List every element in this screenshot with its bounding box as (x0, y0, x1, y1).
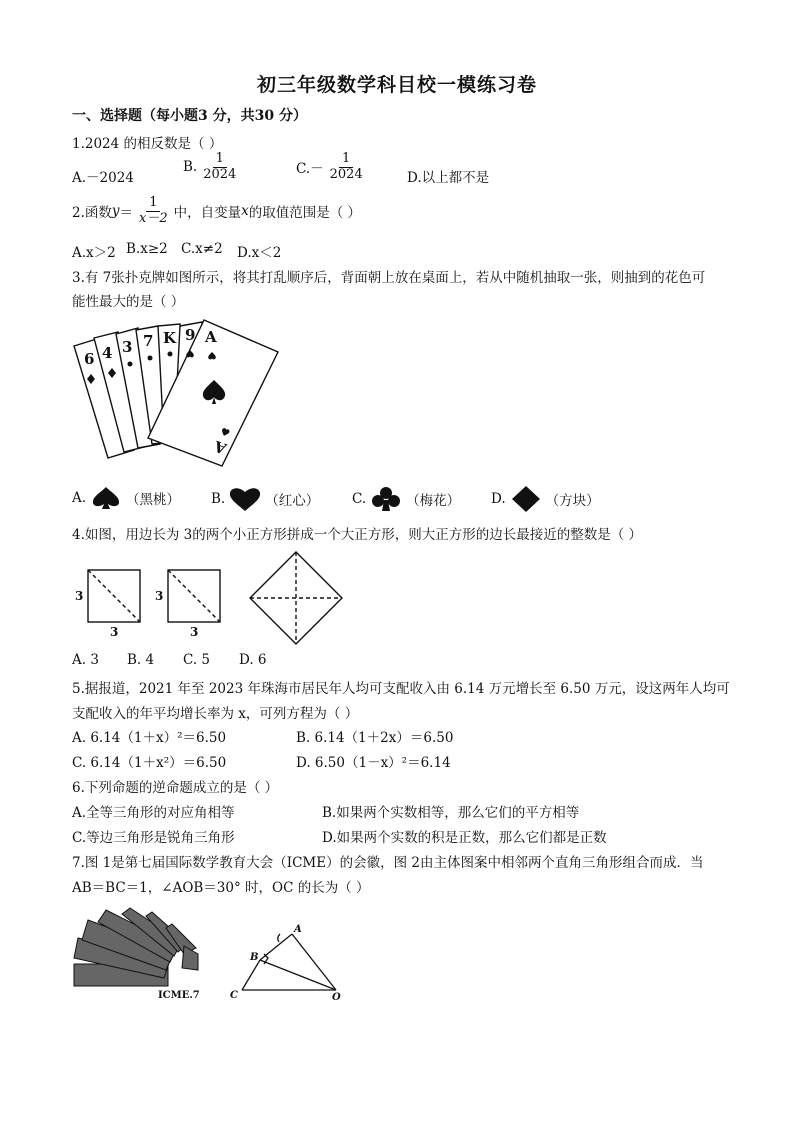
q5-option-d: D. 6.50（1－x）²＝6.14 (296, 755, 451, 771)
q3-option-d: D. （方块） (491, 486, 600, 512)
q6-option-c: C.等边三角形是锐角三角形 (72, 830, 235, 846)
q6-option-b: B.如果两个实数相等，那么它们的平方相等 (322, 805, 580, 821)
question-2-stem: 2.函数 y ＝ $\frac{1}{x-2}$ 中，自变量 x 的取值范围是（ ） (72, 195, 362, 226)
q3-option-b: B. （红心） (211, 486, 319, 512)
q3-option-c: C. （梅花） (352, 486, 460, 512)
q1-b-fraction: $\frac{1}{2024}$ (203, 151, 237, 182)
side-label: 3 (155, 589, 164, 603)
q2-option-d: D.x＜2 (237, 245, 282, 261)
q1-option-d: D.以上都不是 (407, 170, 490, 186)
question-4-stem: 4.如图，用边长为 3的两个小正方形拼成一个大正方形，则大正方形的边长最接近的整数是（ ） (72, 527, 643, 543)
q2-option-c: C.x≠2 (181, 241, 223, 257)
right-triangles-figure (228, 920, 348, 1003)
side-label: 3 (190, 625, 199, 639)
diamond-icon (509, 486, 543, 512)
diagonal-2 (168, 570, 220, 622)
page-title: 初三年级数学科目校一模练习卷 (256, 74, 537, 96)
side-label: 3 (75, 589, 84, 603)
question-5-line-2: 支配收入的年平均增长率为 x，可列方程为（ ） (72, 706, 359, 722)
question-7-line-1: 7.图 1是第七届国际数学教育大会（ICME）的会徽，图 2由主体图案中相邻两个直角三角形组合而成．当 (72, 855, 704, 871)
q4-option-b: B. 4 (127, 652, 155, 668)
heart-icon (228, 486, 262, 512)
card-label-4: 4 (102, 344, 113, 362)
point-o-label: O (332, 992, 341, 1003)
question-3-line-1: 3.有 7张扑克牌如图所示，将其打乱顺序后，背面朝上放在桌面上，若从中随机抽取一张，则抽到的花色可 (72, 270, 706, 286)
card-label-a-bottom: A (211, 436, 229, 458)
club-icon (168, 352, 173, 357)
question-5-line-1: 5.据报道，2021 年至 2023 年珠海市居民年人均可支配收入由 6.14 万元增长至 6.50 万元，设这两年人均可 (72, 681, 730, 697)
angle-arc (278, 934, 280, 942)
q1-option-c: C.－ $\frac{1}{2024}$ (296, 152, 369, 183)
q4-option-d: D. 6 (239, 652, 267, 668)
question-6-stem: 6.下列命题的逆命题成立的是（ ） (72, 780, 279, 796)
card-label-k: K (163, 329, 177, 347)
spade-icon (89, 486, 123, 510)
card-label-3: 3 (122, 338, 133, 356)
question-7-line-2: AB＝BC＝1，∠AOB＝30° 时，OC 的长为（ ） (72, 880, 370, 896)
point-b-label: B (250, 952, 259, 963)
q4-option-c: C. 5 (183, 652, 211, 668)
q5-option-a: A. 6.14（1＋x）²＝6.50 (72, 730, 227, 746)
q6-option-d: D.如果两个实数的积是正数，那么它们都是正数 (322, 830, 607, 846)
logo-caption: ICME.7 (158, 990, 200, 1001)
q2-fraction: $\frac{1}{x-2}$ (139, 195, 168, 226)
point-c-label: C (230, 990, 238, 1001)
q3-option-a: A. （黑桃） (72, 486, 180, 510)
squares-figure (72, 550, 352, 650)
q2-option-b: B.x≥2 (126, 241, 168, 257)
card-label-a: A (205, 328, 217, 346)
side-label: 3 (110, 625, 119, 639)
section-heading: 一、选择题（每小题3 分，共30 分） (72, 108, 307, 124)
card-label-9: 9 (185, 326, 196, 344)
card-label-7: 7 (143, 332, 154, 350)
q5-option-b: B. 6.14（1＋2x）＝6.50 (296, 730, 454, 746)
playing-cards-figure (72, 318, 282, 468)
q1-option-a: A.－2024 (72, 170, 134, 186)
icme-logo-figure (72, 908, 207, 1003)
q5-option-c: C. 6.14（1＋x²）＝6.50 (72, 755, 227, 771)
q1-option-b: B. $\frac{1}{2024}$ (183, 152, 242, 183)
club-icon (369, 486, 403, 512)
question-1-stem: 1.2024 的相反数是（ ） (72, 136, 223, 152)
segment-ba (260, 934, 292, 960)
card-label-6: 6 (84, 350, 95, 368)
segment-cb (242, 960, 260, 990)
q1-c-fraction: $\frac{1}{2024}$ (329, 151, 363, 182)
q2-option-a: A.x＞2 (72, 245, 116, 261)
question-3-line-2: 能性最大的是（ ） (72, 294, 185, 310)
q6-option-a: A.全等三角形的对应角相等 (72, 805, 235, 821)
diagonal-1 (88, 570, 140, 622)
club-icon (148, 356, 153, 361)
club-icon (128, 362, 133, 367)
q4-option-a: A. 3 (72, 652, 99, 668)
point-a-label: A (294, 924, 302, 935)
logo-triangle (182, 946, 198, 970)
